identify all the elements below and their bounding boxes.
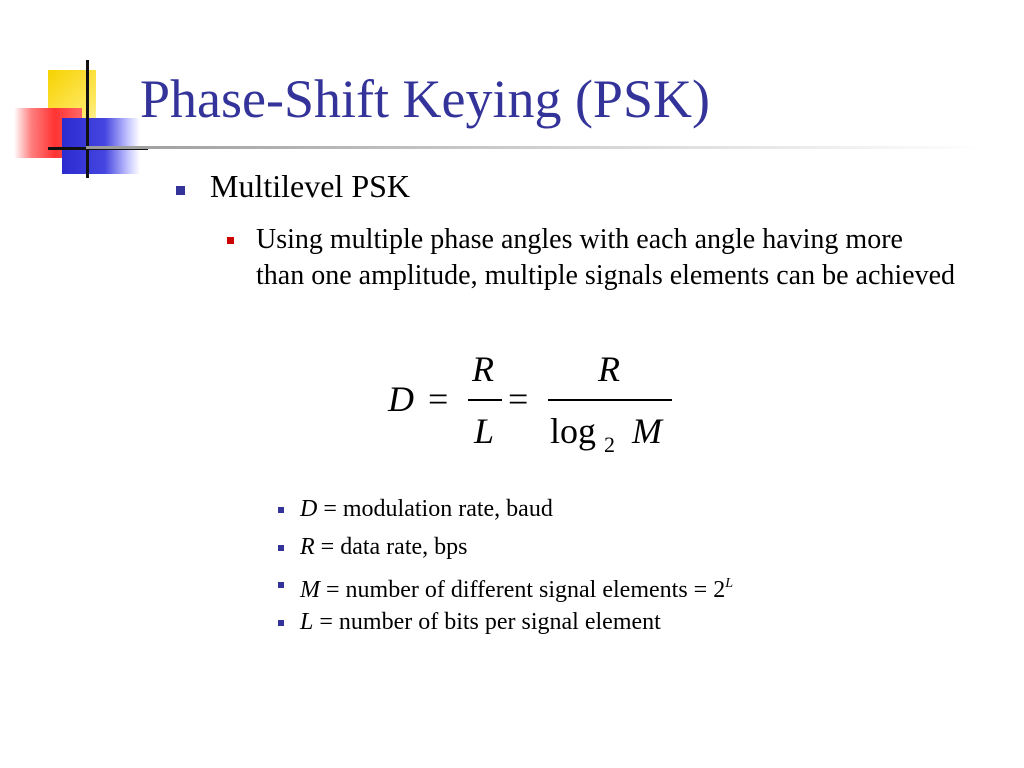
bullet-multilevel-description: Using multiple phase angles with each angle having more than one amplitude, multiple signals elements can be achieved [256,224,956,291]
formula-fraction2-numerator: R [598,349,620,389]
definition-symbol: M [300,577,320,603]
definition-bullet-icon [278,620,284,626]
formula-log-function: log [550,411,597,451]
definition-text: = modulation rate, baud [317,496,553,522]
definition-bullet-icon [278,582,284,588]
slide-logo-decoration [0,0,150,190]
definition-item [300,607,733,645]
definition-symbol: R [300,533,315,560]
definition-symbol: L [300,608,314,635]
definition-superscript: L [725,576,733,591]
definition-text: = number of bits per signal element [313,608,661,635]
formula-equals-1: = [428,379,449,419]
formula-log-base: 2 [604,432,615,457]
logo-vertical-line [86,60,89,178]
definition-item [300,569,733,607]
formula-lhs: D [388,379,414,419]
baud-rate-formula [388,344,688,457]
title-underline [86,146,986,149]
definition-item [300,532,733,570]
formula-fraction1-numerator: R [472,349,494,389]
formula-equals-2: = [508,379,529,419]
formula-fraction1-bar [468,399,502,401]
definitions-list [300,494,733,644]
slide-title: Phase-Shift Keying (PSK) [140,69,710,129]
definition-item [300,494,733,532]
definition-bullet-icon [278,507,284,513]
formula-fraction2-bar [548,399,672,401]
level2-bullet-icon [227,237,234,244]
definition-symbol: D [300,496,318,522]
definition-text: = data rate, bps [314,533,468,560]
definition-text: = number of different signal elements = 2 [320,577,726,603]
level1-bullet-icon [176,186,185,195]
formula-log-argument: M [632,411,662,451]
definition-bullet-icon [278,545,284,551]
bullet-multilevel-psk: Multilevel PSK [210,168,411,204]
formula-fraction1-denominator: L [474,411,495,451]
